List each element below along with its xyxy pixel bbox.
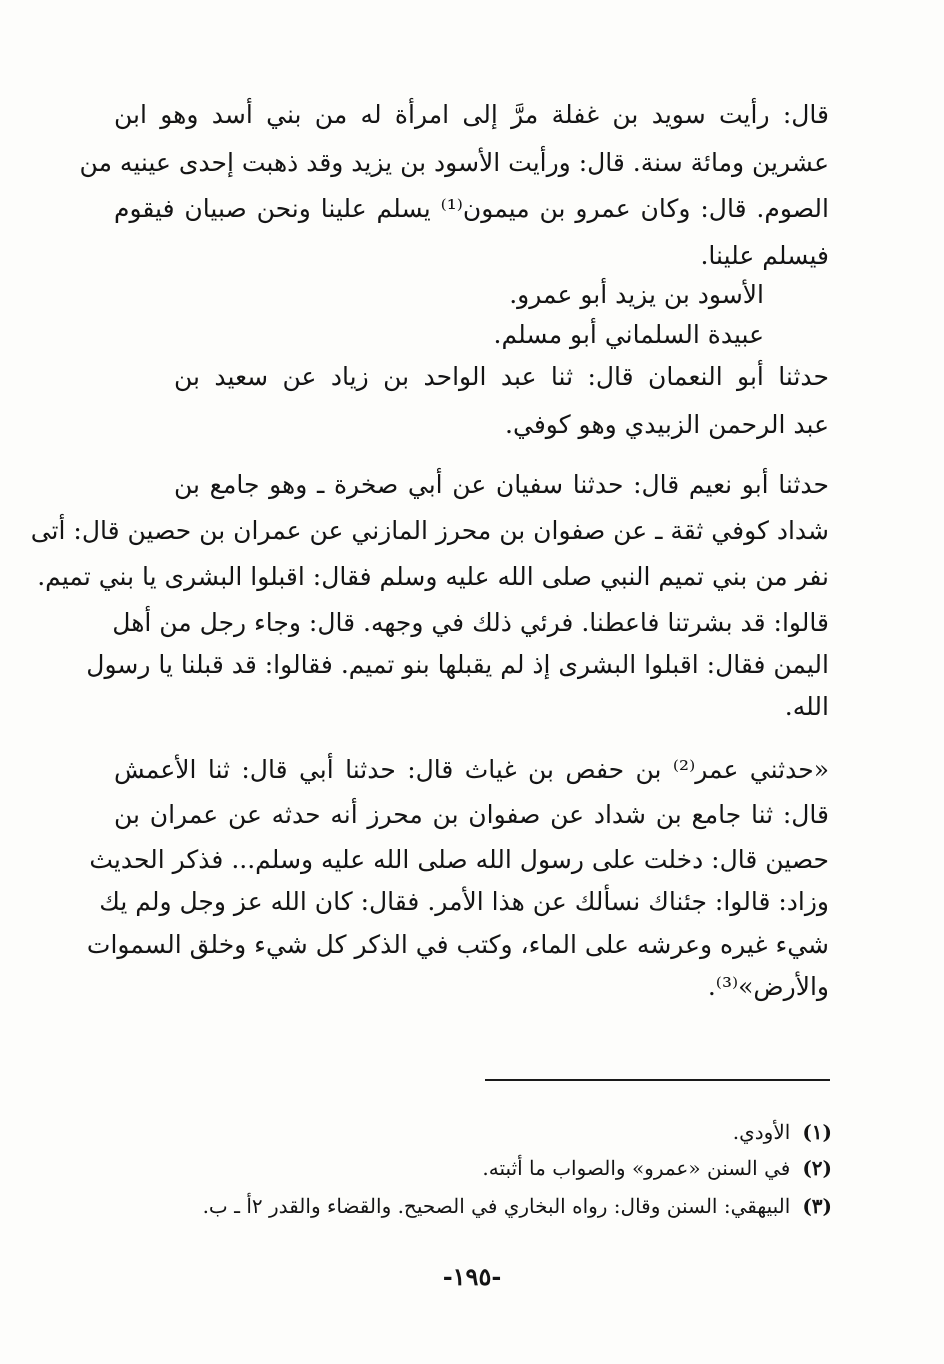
footnote-text: البيهقي: السنن وقال: رواه البخاري في الصحيح. والقضاء والقدر ٢أ ـ ب. [202,1194,791,1218]
text-line: فيسلم علينا. [700,241,829,270]
footnote-number: (١) [802,1120,832,1144]
text-line: شيء غيره وعرشه على الماء، وكتب في الذكر كل شيء وخلق السموات [86,930,829,959]
text-line: وزاد: قالوا: جئناك نسألك عن هذا الأمر. فقال: كان الله عز وجل ولم يك [99,887,829,916]
text-line: عشرين ومائة سنة. قال: ورأيت الأسود بن يزيد وقد ذهبت إحدى عينيه من [79,148,829,177]
text-line: قال: رأيت سويد بن غفلة مرَّ إلى امرأة له من بني أسد وهو ابن [114,100,829,129]
text-line: الله. [784,692,829,721]
text-line: «حدثني عمر⁽²⁾ بن حفص بن غياث قال: حدثنا أبي قال: ثنا الأعمش [114,755,829,784]
footnote [112,1120,832,1144]
text-line: حدثنا أبو نعيم قال: حدثنا سفيان عن أبي صخرة ـ وهو جامع بن [174,470,829,499]
text-line: شداد كوفي ثقة ـ عن صفوان بن محرز المازني عن عمران بن حصين قال: أتى [30,516,829,545]
text-line: حصين قال: دخلت على رسول الله صلى الله عليه وسلم... فذكر الحديث [89,845,829,874]
text-line: قال: ثنا جامع بن شداد عن صفوان بن محرز أنه حدثه عن عمران بن [114,800,829,829]
footnote [112,1194,832,1218]
text-line: عبيدة السلماني أبو مسلم. [493,320,764,349]
text-line: حدثنا أبو النعمان قال: ثنا عبد الواحد بن زياد عن سعيد بن [174,362,829,391]
text-line: والأرض»⁽³⁾. [707,972,829,1001]
footnote-number: (٣) [802,1194,832,1218]
text-line: نفر من بني تميم النبي صلى الله عليه وسلم فقال: اقبلوا البشرى يا بني تميم. [37,562,829,591]
text-line: اليمن فقال: اقبلوا البشرى إذ لم يقبلها بنو تميم. فقالوا: قد قبلنا يا رسول [86,650,829,679]
footnote-text: في السنن «عمرو» والصواب ما أثبته. [482,1156,791,1180]
footnote-divider [485,1079,830,1081]
text-line: قالوا: قد بشرتنا فاعطنا. فرئي ذلك في وجهه. قال: وجاء رجل من أهل [112,608,829,637]
text-line: الأسود بن يزيد أبو عمرو. [509,280,764,309]
footnote-text: الأودي. [732,1120,791,1144]
text-line: الصوم. قال: وكان عمرو بن ميمون⁽¹⁾ يسلم علينا ونحن صبيان فيقوم [114,194,829,223]
page-number: -١٩٥- [442,1262,502,1291]
footnote-number: (٢) [802,1156,832,1180]
text-line: عبد الرحمن الزبيدي وهو كوفي. [505,410,829,439]
footnote [112,1156,832,1180]
